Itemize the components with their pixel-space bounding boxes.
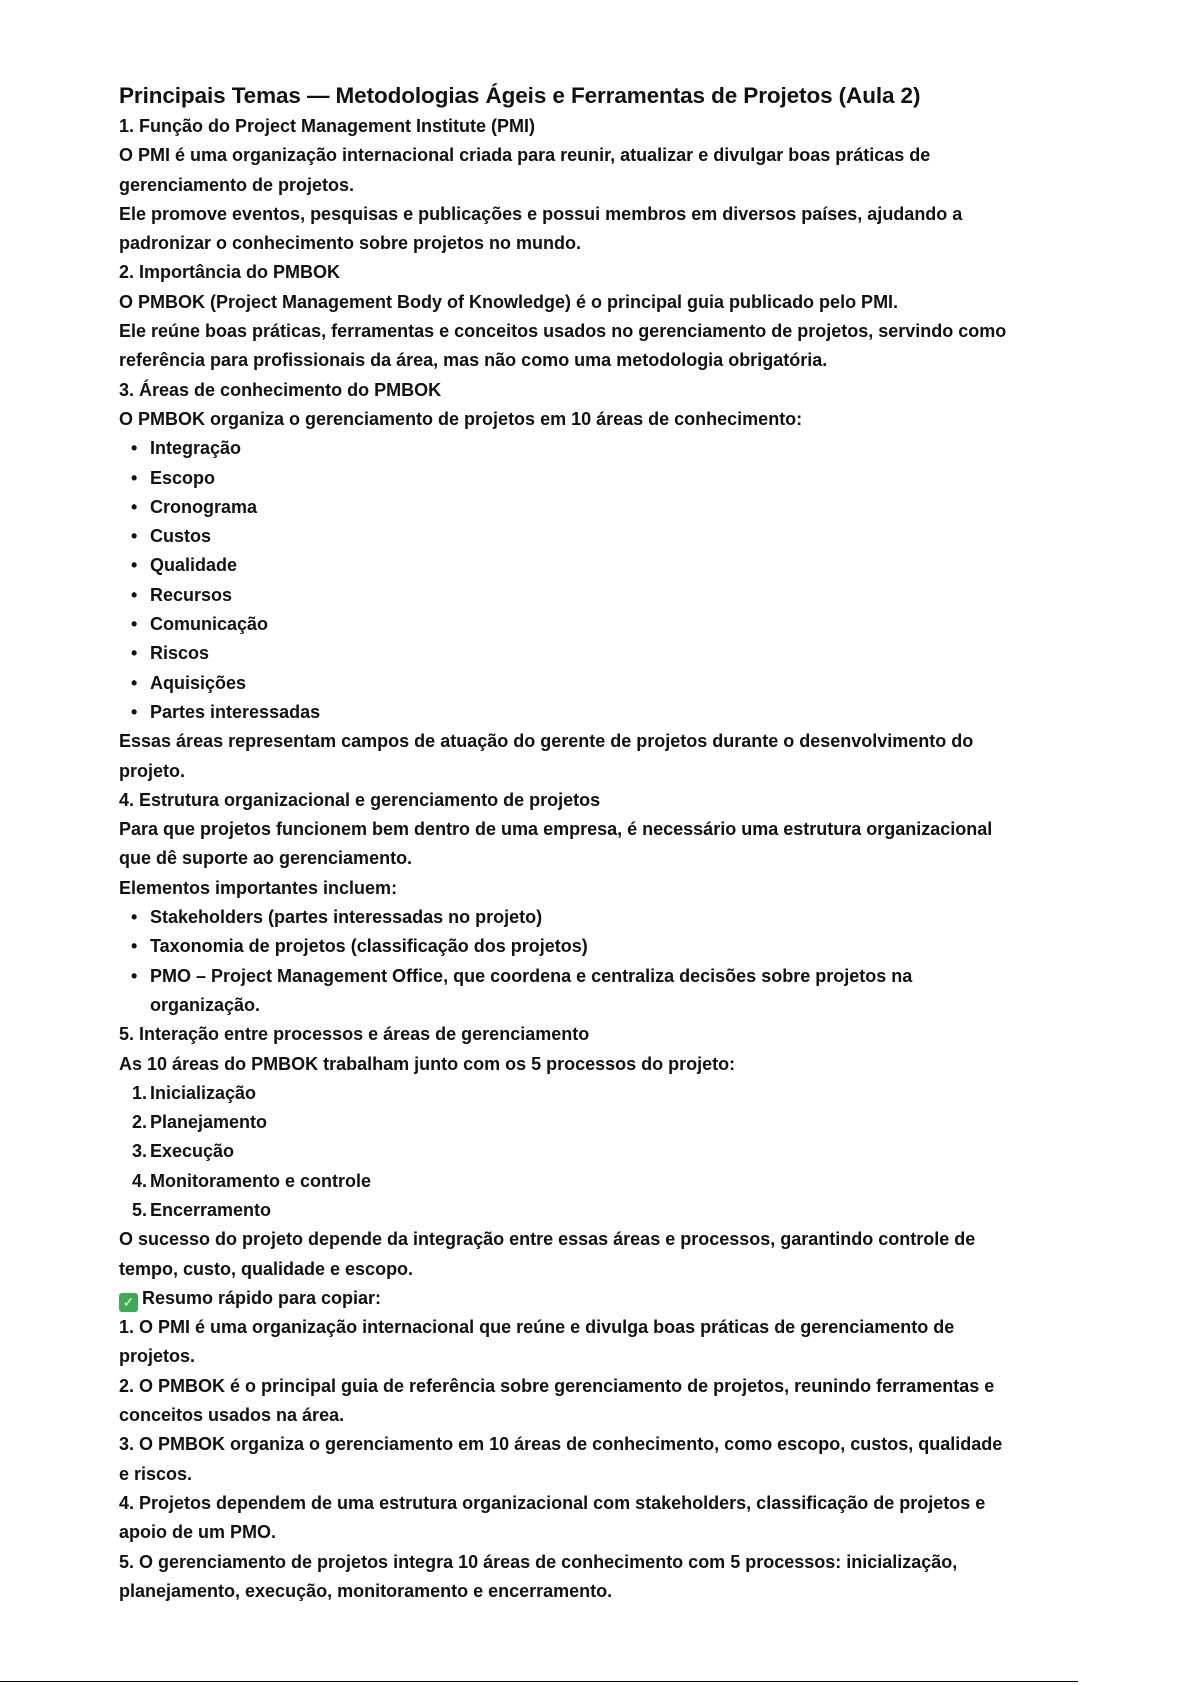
list-item: • Integração xyxy=(119,434,1079,463)
paragraph-line: O PMBOK (Project Management Body of Knowledge) é o principal guia publicado pelo PMI. xyxy=(119,291,899,312)
paragraph-line: Ele reúne boas práticas, ferramentas e conceitos usados no gerenciamento de projetos, servindo como xyxy=(119,321,1007,342)
document-page xyxy=(119,78,1079,1606)
paragraph-line: O sucesso do projeto depende da integração entre essas áreas e processos, garantindo controle de xyxy=(119,1229,976,1250)
section-1-heading: 1. Função do Project Management Institute (PMI) xyxy=(119,116,536,136)
page-title: Principais Temas — Metodologias Ágeis e Ferramentas de Projetos (Aula 2) xyxy=(119,83,921,108)
list-item: • Riscos xyxy=(119,639,1079,668)
bullet-icon: • xyxy=(131,643,138,664)
bullet-icon: • xyxy=(131,467,138,488)
summary-line: projetos. xyxy=(119,1346,196,1367)
list-item: • Partes interessadas xyxy=(119,698,1079,727)
check-mark-icon: ✓ xyxy=(119,1293,138,1312)
list-item: • Escopo xyxy=(119,464,1079,493)
paragraph-line: O PMBOK organiza o gerenciamento de projetos em 10 áreas de conhecimento: xyxy=(119,408,803,429)
list-item: • PMO – Project Management Office, que coordena e centraliza decisões sobre projetos na xyxy=(119,962,1079,991)
paragraph-line: Essas áreas representam campos de atuação do gerente de projetos durante o desenvolvimento do xyxy=(119,731,974,752)
list-item: 4. Monitoramento e controle xyxy=(131,1170,372,1191)
bullet-icon: • xyxy=(131,438,138,459)
list-item: 5. Encerramento xyxy=(131,1199,272,1220)
list-item: • Taxonomia de projetos (classificação dos projetos) xyxy=(119,932,1079,961)
summary-line: planejamento, execução, monitoramento e encerramento. xyxy=(119,1580,613,1601)
paragraph-line: gerenciamento de projetos. xyxy=(119,174,355,195)
bullet-icon: • xyxy=(131,936,138,957)
bullet-icon: • xyxy=(131,907,138,928)
section-2-heading: 2. Importância do PMBOK xyxy=(119,262,341,283)
list-item-continuation: organização. xyxy=(150,994,261,1015)
paragraph-line: Para que projetos funcionem bem dentro de uma empresa, é necessário uma estrutura organizacional xyxy=(119,819,993,840)
paragraph-line: padronizar o conhecimento sobre projetos no mundo. xyxy=(119,233,582,254)
summary-line: 2. O PMBOK é o principal guia de referência sobre gerenciamento de projetos, reunindo ferramentas e xyxy=(119,1375,995,1396)
paragraph-line: projeto. xyxy=(119,760,185,781)
summary-line: 5. O gerenciamento de projetos integra 10 áreas de conhecimento com 5 processos: inicialização, xyxy=(119,1551,958,1572)
summary-heading: ✓ Resumo rápido para copiar: xyxy=(119,1284,1079,1313)
process-list xyxy=(119,1079,1079,1225)
bullet-icon: • xyxy=(131,701,138,722)
paragraph-line: referência para profissionais da área, mas não como uma metodologia obrigatória. xyxy=(119,350,828,371)
bullet-icon: • xyxy=(131,965,138,986)
paragraph-line: As 10 áreas do PMBOK trabalham junto com os 5 processos do projeto: xyxy=(119,1053,736,1074)
summary-line: 1. O PMI é uma organização internacional que reúne e divulga boas práticas de gerenciamento de xyxy=(119,1317,955,1338)
summary-line: e riscos. xyxy=(119,1463,193,1484)
bullet-icon: • xyxy=(131,614,138,635)
knowledge-areas-list xyxy=(119,434,1079,727)
paragraph-line: tempo, custo, qualidade e escopo. xyxy=(119,1258,414,1279)
paragraph-line: Ele promove eventos, pesquisas e publicações e possui membros em diversos países, ajudando a xyxy=(119,203,963,224)
bullet-icon: • xyxy=(131,584,138,605)
list-item: 3. Execução xyxy=(131,1141,235,1162)
summary-line: 3. O PMBOK organiza o gerenciamento em 10 áreas de conhecimento, como escopo, custos, qualidade xyxy=(119,1434,1003,1455)
summary-line: 4. Projetos dependem de uma estrutura organizacional com stakeholders, classificação de projetos e xyxy=(119,1492,986,1513)
paragraph-line: que dê suporte ao gerenciamento. xyxy=(119,848,413,869)
section-4-heading: 4. Estrutura organizacional e gerenciamento de projetos xyxy=(119,789,601,810)
bullet-icon: • xyxy=(131,672,138,693)
bullet-icon: • xyxy=(131,496,138,517)
summary-line: conceitos usados na área. xyxy=(119,1405,345,1426)
bullet-icon: • xyxy=(131,526,138,547)
section-3-heading: 3. Áreas de conhecimento do PMBOK xyxy=(119,379,442,400)
list-item: 2. Planejamento xyxy=(131,1112,268,1133)
list-item: • Aquisições xyxy=(119,669,1079,698)
org-elements-list xyxy=(119,903,1079,1020)
list-item: • Qualidade xyxy=(119,551,1079,580)
paragraph-line: Elementos importantes incluem: xyxy=(119,877,398,898)
section-5-heading: 5. Interação entre processos e áreas de gerenciamento xyxy=(119,1024,590,1045)
list-item: • Stakeholders (partes interessadas no projeto) xyxy=(119,903,1079,932)
list-item: 1. Inicialização xyxy=(131,1082,257,1103)
paragraph-line: O PMI é uma organização internacional criada para reunir, atualizar e divulgar boas práticas de xyxy=(119,145,931,166)
summary-line: apoio de um PMO. xyxy=(119,1522,277,1543)
page-bottom-rule xyxy=(0,1681,1078,1682)
list-item: • Comunicação xyxy=(119,610,1079,639)
list-item: • Cronograma xyxy=(119,493,1079,522)
list-item: • Custos xyxy=(119,522,1079,551)
bullet-icon: • xyxy=(131,555,138,576)
list-item: • Recursos xyxy=(119,581,1079,610)
